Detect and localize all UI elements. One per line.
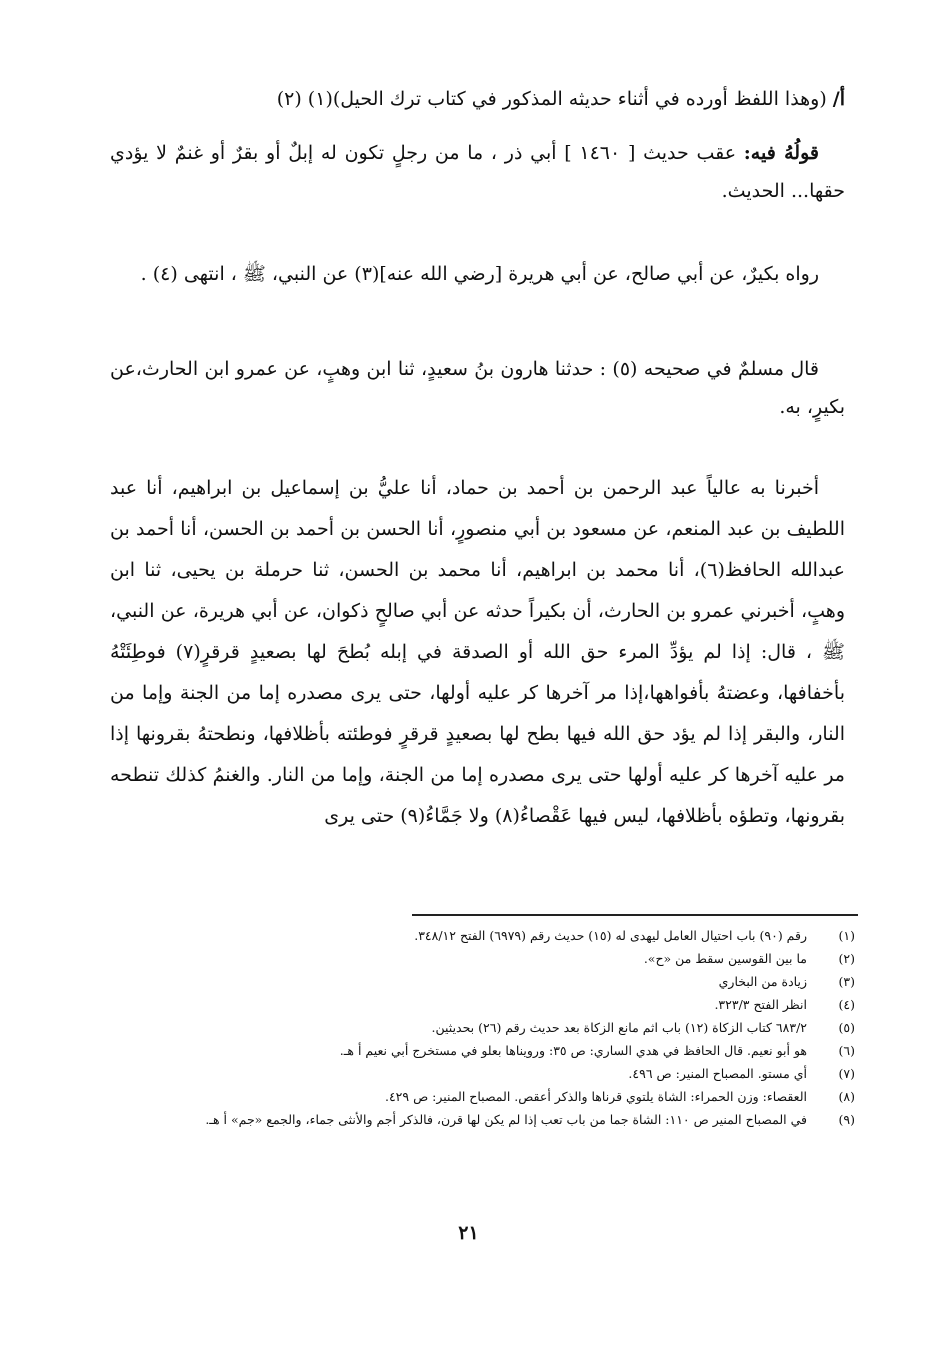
paragraph-4-text: قال مسلمٌ في صحيحه (٥) : حدثنا هارون بنُ سعيدٍ، ثنا ابن وهبٍ، عن عمرو ابن الحارث،عن بكيرٍ، به. bbox=[110, 358, 845, 418]
footnote-item bbox=[112, 1108, 855, 1131]
footnote-number: (٤) bbox=[838, 997, 855, 1012]
lead-term: قولُهُ فيه: bbox=[743, 142, 819, 164]
footnote-text: ما بين القوسين سقط من «ح». bbox=[643, 951, 807, 966]
paragraph-5-text: أخبرنا به عالياً عبد الرحمن بن أحمد بن حماد، أنا عليُّ بن إسماعيل بن ابراهيم، أنا عبد اللطيف بن عبد المنعم، عن مسعود بن أبي منصورٍ، أنا الحسن بن أحمد بن الحسن، أنا أحمد بن عبدالله الحافظ(٦)، أنا محمد بن ابراهيم، أنا محمد بن الحسن، ثنا حرملة بن يحيى، ثنا ابن وهبٍ، أخبرني عمرو بن الحارث، أن بكيراً حدثه عن أبي صالحٍ ذكوان، عن أبي هريرة، عن النبي، ﷺ ، قال: إذا لم يؤدِّ المرء حق الله أو الصدقة في إبله بُطحَ لها بصعيدٍ قرقرٍ(٧) فوطِئَتْهُ بأخفافها، وعضتهُ بأفواهها،إذا مر آخرها كر عليه أولها، حتى يرى مصدره إما من الجنة وإما من النار، والبقر إذا لم يؤد حق الله فيها بطح لها بصعيدٍ قرقرٍ فوطئته بأظلافها، ونطحتهُ بقرونها إذا مر عليه آخرها كر عليه أولها حتى يرى مصدره إما من الجنة، وإما من النار. والغنمُ كذلك تنطحه بقرونها، وتطؤه بأظلافها، ليس فيها عَقْصاءُ(٨) ولا جَمَّاءُ(٩) حتى يرى bbox=[110, 477, 846, 827]
paragraph-4 bbox=[110, 350, 845, 426]
paragraph-2 bbox=[110, 134, 845, 210]
footnote-separator bbox=[412, 914, 858, 916]
footnote-item bbox=[112, 1016, 855, 1039]
paragraph-5 bbox=[110, 468, 845, 837]
footnote-number: (٥) bbox=[838, 1020, 855, 1035]
footnotes bbox=[112, 924, 855, 1131]
footnote-text: في المصباح المنير ص ١١٠: الشاة جما من باب تعب إذا لم يكن لها قرن، فالذكر أجم والأنثى جماء، والجمع «جم» أ هـ. bbox=[205, 1112, 807, 1127]
footnote-text: ٦٨٣/٢ كتاب الزكاة (١٢) باب اثم مانع الزكاة بعد حديث رقم (٢٦) بحديثين. bbox=[431, 1020, 807, 1035]
paragraph-3 bbox=[110, 255, 845, 293]
footnote-text: العقصاء: وزن الحمراء: الشاة يلتوي قرناها والذكر أعقص. المصباح المنير: ص ٤٢٩. bbox=[384, 1089, 807, 1104]
footnote-item bbox=[112, 1085, 855, 1108]
footnote-number: (٣) bbox=[838, 974, 855, 989]
footnote-text: زيادة من البخاري bbox=[718, 974, 807, 989]
paragraph-2-text: عقب حديث [ ١٤٦٠ ] أبي ذر ، ما من رجلٍ تكون له إبلٌ أو بقرٌ أو غنمٌ لا يؤدي حقها... الحديث. bbox=[110, 142, 845, 202]
footnote-item bbox=[112, 993, 855, 1016]
paragraph-1 bbox=[110, 80, 845, 118]
page-number: ٢١ bbox=[458, 1222, 479, 1244]
paragraph-1-text: (وهذا اللفظ أورده في أثناء حديثه المذكور في كتاب ترك الحيل)(١) (٢) bbox=[276, 88, 827, 110]
footnote-item bbox=[112, 970, 855, 993]
footnote-text: أي مستو. المصباح المنير: ص ٤٩٦. bbox=[628, 1066, 807, 1081]
footnote-text: هو أبو نعيم. قال الحافظ في هدي الساري: ص ٣٥: ورويناها بعلو في مستخرج أبي نعيم أ هـ. bbox=[339, 1043, 807, 1058]
footnote-text: رقم (٩٠) باب احتيال العامل ليهدى له (١٥) حديث رقم (٦٩٧٩) الفتح ٣٤٨/١٢. bbox=[414, 928, 807, 943]
footnote-number: (٩) bbox=[838, 1112, 855, 1127]
footnote-number: (٦) bbox=[838, 1043, 855, 1058]
footnote-item bbox=[112, 924, 855, 947]
footnote-number: (٧) bbox=[838, 1066, 855, 1081]
footnote-number: (١) bbox=[838, 928, 855, 943]
footnote-number: (٨) bbox=[838, 1089, 855, 1104]
footnote-number: (٢) bbox=[838, 951, 855, 966]
footnote-item bbox=[112, 947, 855, 970]
paragraph-3-text: رواه بكيرٌ، عن أبي صالح، عن أبي هريرة [رضي الله عنه](٣) عن النبي، ﷺ ، انتهى (٤) . bbox=[140, 263, 819, 285]
footnote-item bbox=[112, 1039, 855, 1062]
footnote-text: انظر الفتح ٣٢٣/٣. bbox=[714, 997, 807, 1012]
folio-mark: أ/ bbox=[832, 88, 845, 110]
footnote-item bbox=[112, 1062, 855, 1085]
